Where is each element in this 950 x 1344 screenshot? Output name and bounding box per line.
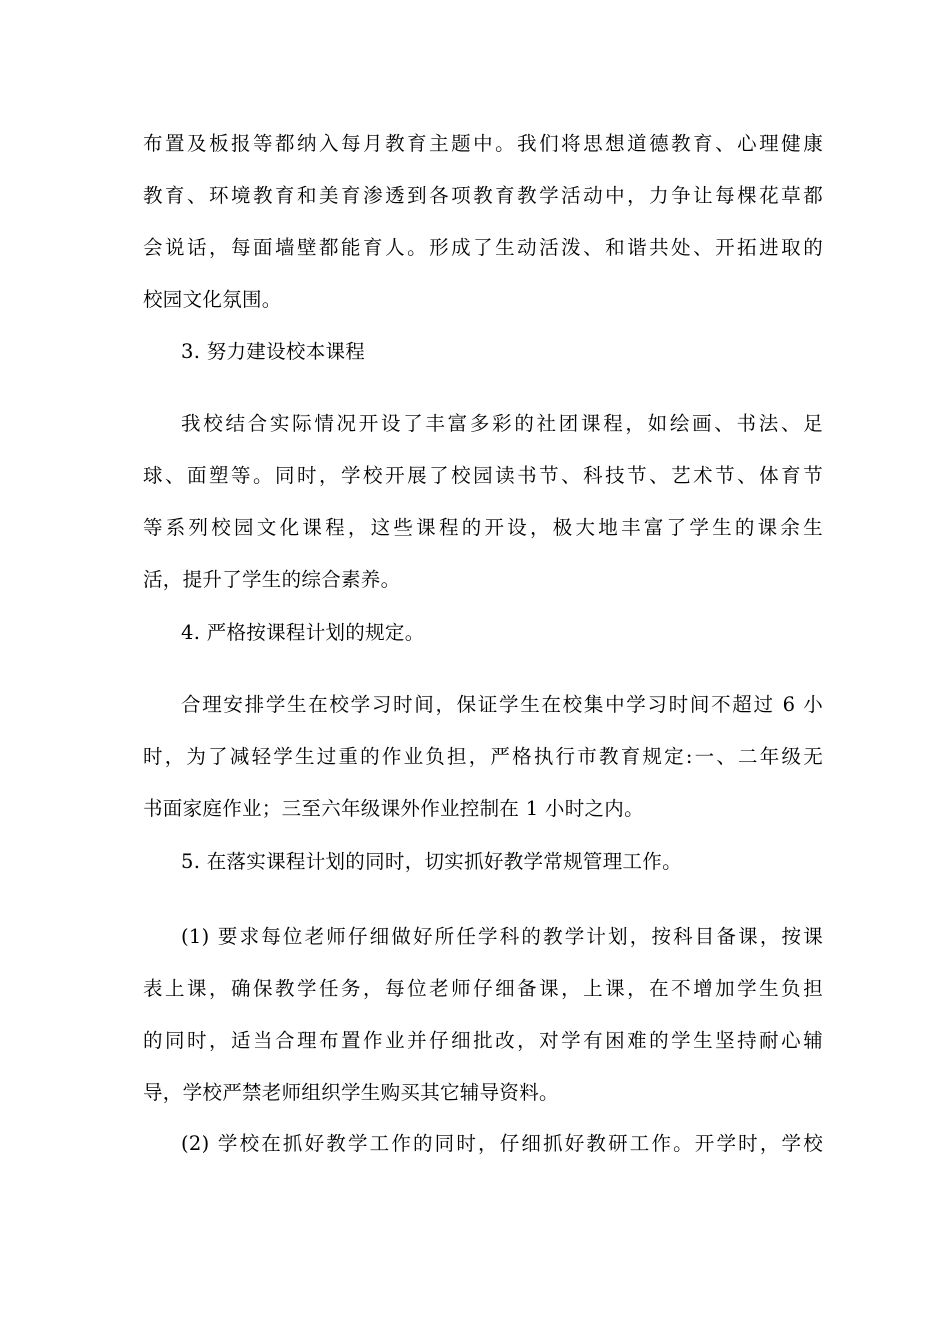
list-item-line: (1) 要求每位老师仔细做好所任学科的教学计划，按科目备课，按课 <box>181 925 823 948</box>
section-heading: 3. 努力建设校本课程 <box>181 340 366 363</box>
body-text-line: 校园文化氛围。 <box>143 288 282 311</box>
body-text-line: 导，学校严禁老师组织学生购买其它辅导资料。 <box>143 1081 559 1104</box>
section-heading: 4. 严格按课程计划的规定。 <box>181 621 425 644</box>
section-heading: 5. 在落实课程计划的同时，切实抓好教学常规管理工作。 <box>181 850 682 873</box>
body-text-line: 等系列校园文化课程，这些课程的开设，极大地丰富了学生的课余生 <box>143 516 823 539</box>
body-text-line: 活，提升了学生的综合素养。 <box>143 568 401 591</box>
body-text-line: 我校结合实际情况开设了丰富多彩的社团课程，如绘画、书法、足 <box>181 412 823 435</box>
body-text-line: 布置及板报等都纳入每月教育主题中。我们将思想道德教育、心理健康 <box>143 132 823 155</box>
body-text-line: 时，为了减轻学生过重的作业负担，严格执行市教育规定:一、二年级无 <box>143 745 823 768</box>
body-text-line: 教育、环境教育和美育渗透到各项教育教学活动中，力争让每棵花草都 <box>143 184 823 207</box>
body-text-line: 书面家庭作业；三至六年级课外作业控制在 1 小时之内。 <box>143 797 644 820</box>
body-text-line: 的同时，适当合理布置作业并仔细批改，对学有困难的学生坚持耐心辅 <box>143 1029 823 1052</box>
body-text-line: 表上课，确保教学任务，每位老师仔细备课，上课，在不增加学生负担 <box>143 977 823 1000</box>
body-text-line: 球、面塑等。同时，学校开展了校园读书节、科技节、艺术节、体育节 <box>143 464 823 487</box>
body-text-line: 会说话，每面墙壁都能育人。形成了生动活泼、和谐共处、开拓进取的 <box>143 236 823 259</box>
body-text-line: 合理安排学生在校学习时间，保证学生在校集中学习时间不超过 6 小 <box>181 693 823 716</box>
list-item-line: (2) 学校在抓好教学工作的同时，仔细抓好教研工作。开学时，学校 <box>181 1132 823 1155</box>
